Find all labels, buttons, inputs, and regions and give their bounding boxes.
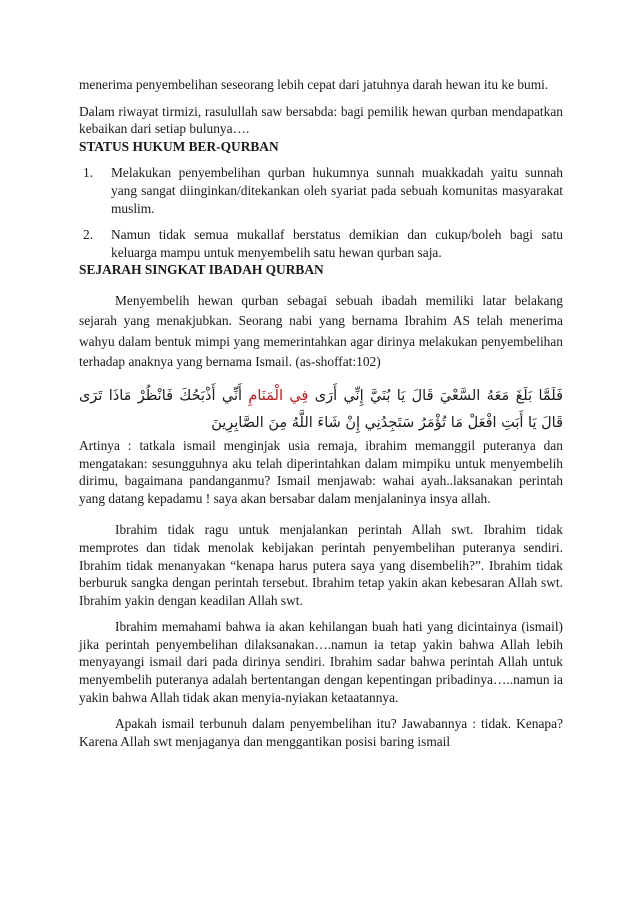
paragraph-artinya: Artinya : tatkala ismail menginjak usia remaja, ibrahim memanggil puteranya dan mengatakan: sesungguhnya aku telah diperintahkan dalam mimpiku untuk menyembelih dirimu, bagaimana pandanganmu? Ismail menjawab: wahai ayah..laksanakan perintah yang datang kepadamu ! saya akan bersabar dalam menjalaninya insya allah. xyxy=(79,437,563,506)
paragraph-intro: menerima penyembelihan seseorang lebih cepat dari jatuhnya darah hewan itu ke bumi. xyxy=(79,77,549,92)
list-text: Melakukan penyembelihan qurban hukumnya sunnah muakkadah yaitu sunnah yang sangat diinginkan/ditekankan oleh syariat pada sebuah komunitas masyarakat muslim. xyxy=(111,165,563,216)
paragraph-apakah: Apakah ismail terbunuh dalam penyembelihan itu? Jawabannya : tidak. Kenapa? Karena Allah swt menjaganya dan menggantikan posisi baring ismail xyxy=(79,716,563,749)
paragraph-ibrahim-1: Ibrahim tidak ragu untuk menjalankan perintah Allah swt. Ibrahim tidak memprotes dan tidak menolak kebijakan perintah penyembelihan puteranya sendiri. Ibrahim tidak menanyakan “kenapa harus putera saya yang disembelih?”. Ibrahim tidak berburuk sangka dengan perintah tersebut. Ibrahim tetap yakin akan kebesaran Allah swt. Ibrahim yakin dengan keadilan Allah swt. xyxy=(79,522,563,608)
list-item xyxy=(79,226,563,261)
sejarah-heading: SEJARAH SINGKAT IBADAH QURBAN xyxy=(79,262,324,278)
list-number: 2. xyxy=(83,227,94,243)
arabic-highlight: فِي الْمَنَامِ xyxy=(248,387,309,404)
paragraph-tirmizi: Dalam riwayat tirmizi, rasulullah saw bersabda: bagi pemilik hewan qurban mendapatkan kebaikan dari setiap bulunya…. xyxy=(79,103,563,137)
arabic-part-2: أَنِّي أَذْبَحُكَ فَانْظُرْ مَاذَا تَرَى قَالَ يَا أَبَتِ افْعَلْ مَا تُؤْمَرُ سَتَجِدُنِي إِنْ شَاءَ اللَّهُ مِنَ الصَّابِرِينَ xyxy=(79,387,563,431)
status-heading: STATUS HUKUM BER-QURBAN xyxy=(79,138,279,154)
arabic-verse xyxy=(79,383,563,437)
document-page xyxy=(79,76,563,750)
status-list xyxy=(79,164,563,261)
list-text: Namun tidak semua mukallaf berstatus demikian dan cukup/boleh bagi satu keluarga mampu untuk menyembelih satu hewan qurban saja. xyxy=(111,227,563,260)
list-number: 1. xyxy=(83,165,94,181)
paragraph-sejarah: Menyembelih hewan qurban sebagai sebuah ibadah memiliki latar belakang sejarah yang menakjubkan. Seorang nabi yang bernama Ibrahim AS telah menerima wahyu dalam bentuk mimpi yang memerintahkan agar dirinya melakukan penyembelihan terhadap anaknya yang bernama Ismail. (as-shoffat:102) xyxy=(79,292,563,370)
arabic-part-1: فَلَمَّا بَلَغَ مَعَهُ السَّعْيَ قَالَ يَا بُنَيَّ إِنِّي أَرَى xyxy=(308,387,564,404)
list-item xyxy=(79,164,563,217)
paragraph-ibrahim-2: Ibrahim memahami bahwa ia akan kehilangan buah hati yang dicintainya (ismail) jika perintah penyembelihan dilaksanakan….namun ia tetap yakin bahwa Allah lebih menyayangi ismail dari pada dirinya sendiri. Ibrahim sadar bahwa perintah Allah untuk menyembelih puteranya adalah bertentangan dengan kepentingan pribadinya…..namun ia yakin bahwa Allah tidak akan menyia-nyiakan ketaatannya. xyxy=(79,619,563,705)
